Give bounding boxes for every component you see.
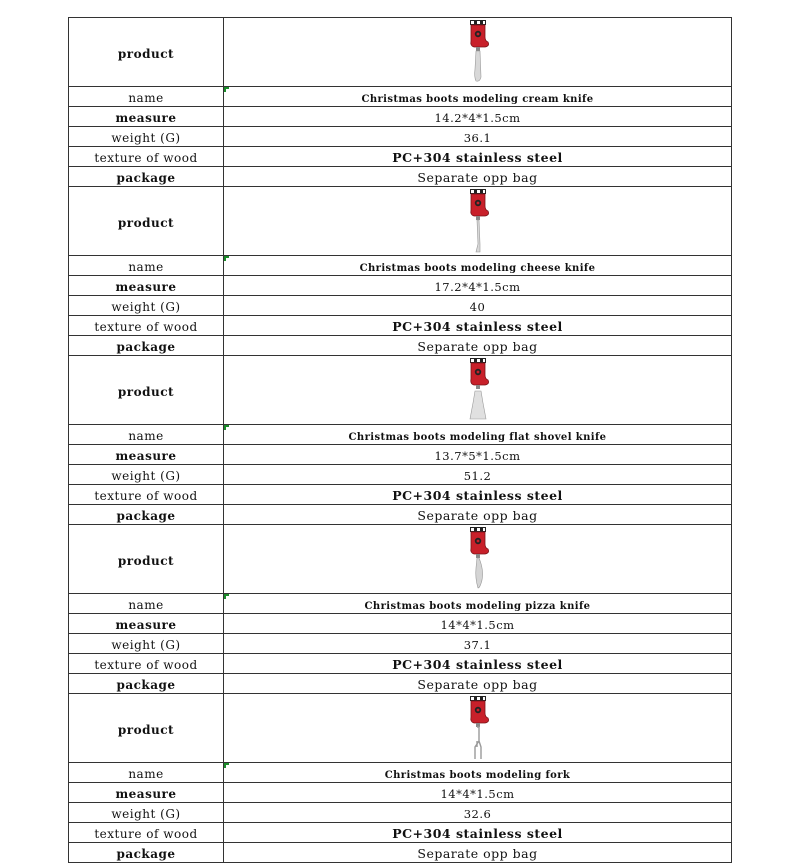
texture-label: texture of wood	[94, 658, 198, 672]
name-value-cell	[224, 425, 732, 445]
texture-label: texture of wood	[94, 827, 198, 841]
product-name: Christmas boots modeling flat shovel knife	[348, 432, 607, 443]
product-row	[69, 356, 732, 425]
product-image-cell	[224, 356, 732, 425]
package-label: package	[116, 340, 176, 354]
name-label: name	[128, 598, 164, 612]
weight-label-cell	[69, 465, 224, 485]
texture-label-cell	[69, 654, 224, 674]
package-value: Separate opp bag	[417, 170, 538, 185]
measure-value: 14.2*4*1.5cm	[434, 111, 521, 125]
texture-value: PC+304 stainless steel	[392, 826, 563, 841]
weight-label: weight (G)	[111, 469, 181, 483]
boot-pizza-knife-icon	[466, 526, 490, 592]
product-image-cell	[224, 694, 732, 763]
name-row	[69, 87, 732, 107]
texture-row	[69, 316, 732, 336]
weight-value-cell	[224, 803, 732, 823]
weight-label: weight (G)	[111, 300, 181, 314]
cell-marker-icon	[224, 763, 229, 768]
package-value-cell	[224, 336, 732, 356]
product-label: product	[117, 46, 175, 61]
package-label-cell	[69, 674, 224, 694]
product-name: Christmas boots modeling fork	[384, 770, 571, 781]
measure-label-cell	[69, 107, 224, 127]
weight-value-cell	[224, 296, 732, 316]
measure-label: measure	[115, 280, 177, 294]
package-label: package	[116, 847, 176, 861]
name-label: name	[128, 429, 164, 443]
texture-label: texture of wood	[94, 320, 198, 334]
package-value: Separate opp bag	[417, 339, 538, 354]
name-label: name	[128, 260, 164, 274]
texture-label-cell	[69, 823, 224, 843]
weight-value: 40	[469, 300, 486, 314]
boot-flat-shovel-knife-icon	[466, 357, 490, 423]
weight-row	[69, 634, 732, 654]
name-row	[69, 763, 732, 783]
package-label: package	[116, 678, 176, 692]
weight-value: 37.1	[463, 638, 492, 652]
package-label: package	[116, 509, 176, 523]
package-value-cell	[224, 843, 732, 863]
texture-value: PC+304 stainless steel	[392, 319, 563, 334]
texture-row	[69, 485, 732, 505]
product-image-cell	[224, 525, 732, 594]
package-value-cell	[224, 167, 732, 187]
measure-value: 13.7*5*1.5cm	[434, 449, 521, 463]
weight-value: 36.1	[463, 131, 492, 145]
measure-label: measure	[115, 618, 177, 632]
product-label: product	[117, 215, 175, 230]
product-label-cell	[69, 525, 224, 594]
product-name: Christmas boots modeling cream knife	[361, 94, 594, 105]
product-label: product	[117, 384, 175, 399]
package-value: Separate opp bag	[417, 677, 538, 692]
boot-cheese-knife-icon	[466, 188, 490, 254]
weight-row	[69, 803, 732, 823]
weight-label: weight (G)	[111, 131, 181, 145]
texture-value: PC+304 stainless steel	[392, 657, 563, 672]
texture-label: texture of wood	[94, 489, 198, 503]
measure-label: measure	[115, 449, 177, 463]
product-name: Christmas boots modeling cheese knife	[359, 263, 596, 274]
boot-cream-knife-icon	[466, 19, 490, 85]
texture-label-cell	[69, 485, 224, 505]
product-row	[69, 187, 732, 256]
product-name: Christmas boots modeling pizza knife	[364, 601, 591, 612]
measure-label: measure	[115, 787, 177, 801]
measure-label-cell	[69, 614, 224, 634]
name-label: name	[128, 767, 164, 781]
weight-value-cell	[224, 465, 732, 485]
weight-value-cell	[224, 127, 732, 147]
product-image-cell	[224, 18, 732, 87]
package-row	[69, 336, 732, 356]
texture-value-cell	[224, 147, 732, 167]
weight-label-cell	[69, 296, 224, 316]
product-label-cell	[69, 694, 224, 763]
measure-label-cell	[69, 445, 224, 465]
cell-marker-icon	[224, 425, 229, 430]
measure-row	[69, 107, 732, 127]
package-value: Separate opp bag	[417, 508, 538, 523]
texture-row	[69, 654, 732, 674]
measure-value-cell	[224, 445, 732, 465]
product-label: product	[117, 553, 175, 568]
name-label-cell	[69, 594, 224, 614]
name-label-cell	[69, 256, 224, 276]
texture-label-cell	[69, 316, 224, 336]
product-label: product	[117, 722, 175, 737]
texture-value: PC+304 stainless steel	[392, 150, 563, 165]
measure-row	[69, 614, 732, 634]
package-label-cell	[69, 167, 224, 187]
texture-label: texture of wood	[94, 151, 198, 165]
texture-value: PC+304 stainless steel	[392, 488, 563, 503]
cell-marker-icon	[224, 256, 229, 261]
weight-value: 51.2	[463, 469, 492, 483]
name-label-cell	[69, 87, 224, 107]
texture-value-cell	[224, 654, 732, 674]
package-row	[69, 674, 732, 694]
weight-value: 32.6	[463, 807, 492, 821]
product-row	[69, 18, 732, 87]
measure-row	[69, 276, 732, 296]
product-label-cell	[69, 18, 224, 87]
name-value-cell	[224, 256, 732, 276]
texture-value-cell	[224, 316, 732, 336]
name-value-cell	[224, 763, 732, 783]
product-image-cell	[224, 187, 732, 256]
product-row	[69, 525, 732, 594]
product-row	[69, 694, 732, 763]
weight-row	[69, 296, 732, 316]
package-label-cell	[69, 336, 224, 356]
name-row	[69, 425, 732, 445]
name-value-cell	[224, 594, 732, 614]
texture-label-cell	[69, 147, 224, 167]
name-label-cell	[69, 425, 224, 445]
weight-row	[69, 127, 732, 147]
texture-row	[69, 823, 732, 843]
name-value-cell	[224, 87, 732, 107]
package-row	[69, 167, 732, 187]
package-value-cell	[224, 674, 732, 694]
package-row	[69, 505, 732, 525]
cell-marker-icon	[224, 594, 229, 599]
name-row	[69, 594, 732, 614]
weight-label-cell	[69, 634, 224, 654]
product-label-cell	[69, 356, 224, 425]
measure-value-cell	[224, 107, 732, 127]
measure-value-cell	[224, 276, 732, 296]
measure-value: 14*4*1.5cm	[440, 787, 515, 801]
boot-fork-icon	[466, 695, 490, 761]
weight-row	[69, 465, 732, 485]
package-label: package	[116, 171, 176, 185]
weight-label: weight (G)	[111, 638, 181, 652]
measure-label-cell	[69, 276, 224, 296]
name-row	[69, 256, 732, 276]
name-label-cell	[69, 763, 224, 783]
package-row	[69, 843, 732, 863]
package-label-cell	[69, 843, 224, 863]
texture-row	[69, 147, 732, 167]
weight-label-cell	[69, 127, 224, 147]
name-label: name	[128, 91, 164, 105]
measure-value-cell	[224, 614, 732, 634]
package-label-cell	[69, 505, 224, 525]
weight-label: weight (G)	[111, 807, 181, 821]
weight-value-cell	[224, 634, 732, 654]
texture-value-cell	[224, 485, 732, 505]
product-spec-table	[68, 17, 732, 863]
measure-row	[69, 445, 732, 465]
cell-marker-icon	[224, 87, 229, 92]
product-label-cell	[69, 187, 224, 256]
package-value: Separate opp bag	[417, 846, 538, 861]
measure-value: 17.2*4*1.5cm	[434, 280, 521, 294]
texture-value-cell	[224, 823, 732, 843]
weight-label-cell	[69, 803, 224, 823]
measure-label: measure	[115, 111, 177, 125]
package-value-cell	[224, 505, 732, 525]
measure-value: 14*4*1.5cm	[440, 618, 515, 632]
